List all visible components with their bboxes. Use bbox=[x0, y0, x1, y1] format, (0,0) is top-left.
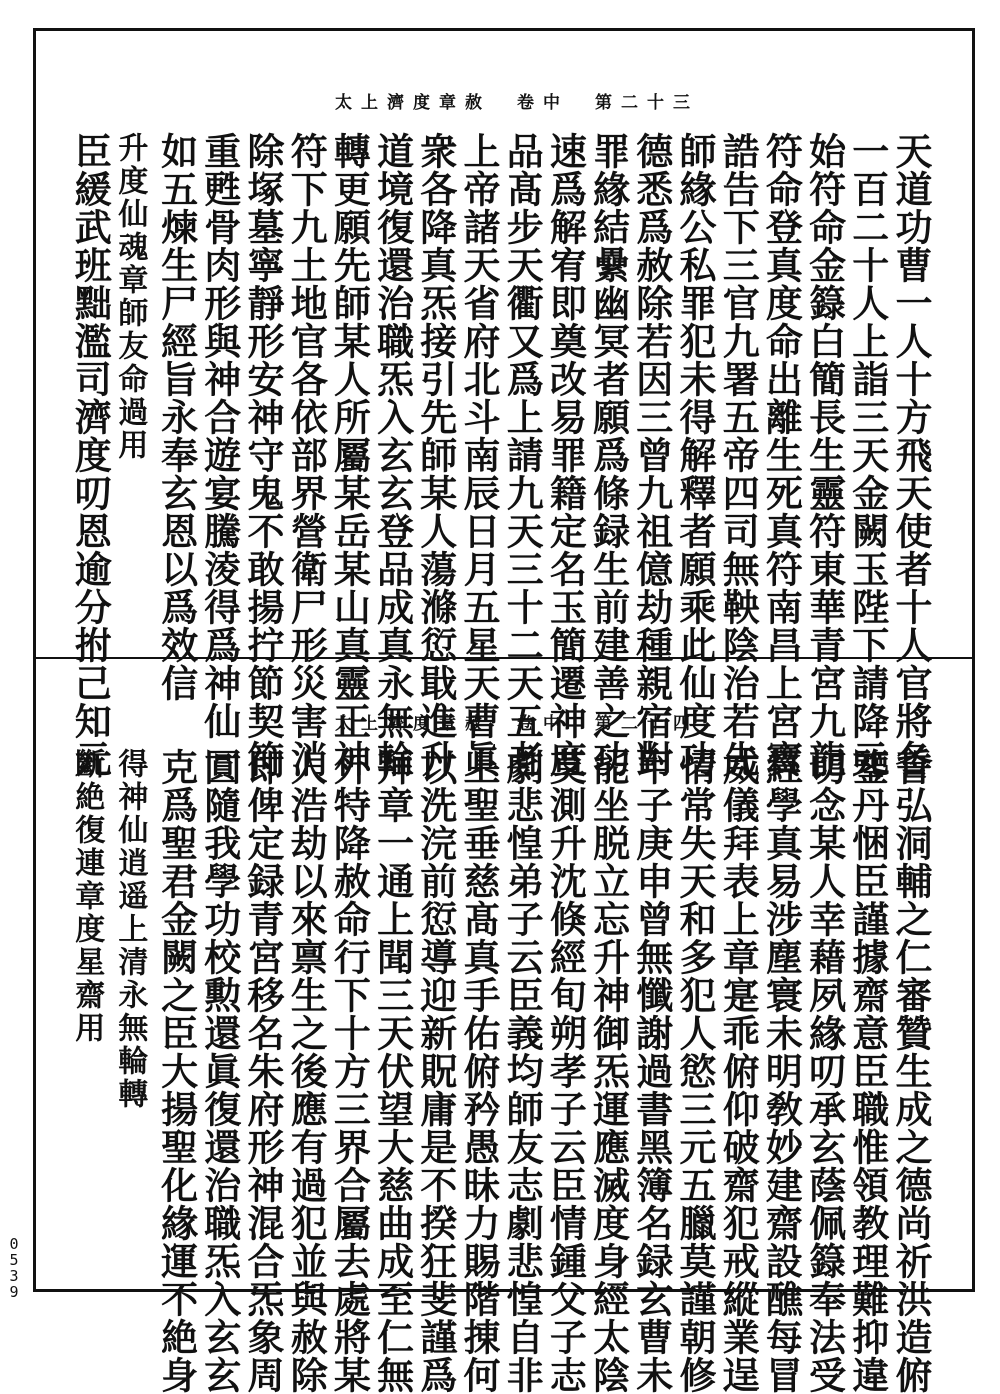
bottom-text-column: 即俾定録青宮移名朱府形神混合炁象周 bbox=[241, 748, 285, 1394]
bottom-text-column: 甲子庚申曾無懺謝過書黑簿名録玄曹未 bbox=[629, 748, 674, 1394]
bottom-text-column: 威儀拜表上章寔乖俯仰破齋犯戒縱業逞 bbox=[716, 748, 761, 1394]
bottom-text-column: 以洗浣前愆導迎新貺庸是不揆狂斐謹爲 bbox=[413, 748, 458, 1394]
bottom-text-column: 經學真易涉塵寰未明敎妙建齋設醮每冒 bbox=[759, 748, 804, 1394]
top-text-column: 臣緩武班黜濫司濟度叨恩逾分拊己知元 bbox=[68, 132, 113, 778]
page-number bbox=[4, 1236, 24, 1300]
top-text-column: 速爲解宥即奠改易罪籍定名玉簡遷神度 bbox=[543, 132, 588, 778]
bottom-text-column: 上聖垂慈髙真手佑俯矜愚昧力賜階㨂何 bbox=[457, 748, 501, 1394]
bottom-text-column: 情常失天和多犯人慾三元五臘莫謹朝修 bbox=[673, 748, 717, 1394]
bottom-text-column: 圓隨我學功校勲還眞復還治職炁入玄玄 bbox=[197, 748, 242, 1394]
bottom-text-column: 鑒丹悃臣謹據齋意臣職惟領教理難抑違 bbox=[845, 748, 890, 1394]
page-number-digit: 3 bbox=[9, 1267, 19, 1285]
bottom-text-column: 莫測升沈倏經旬朔孝子云臣情鍾父子志 bbox=[543, 748, 588, 1394]
top-text-column: 道境復還治職炁入玄玄登品成真永無輪 bbox=[370, 132, 415, 778]
top-text-column: 罪緣結纍幽冥者願爲條録生前建善之功 bbox=[586, 132, 631, 778]
top-text-column: 重甦骨肉形與神合遊宴騰淩得爲神仙一 bbox=[197, 132, 242, 778]
top-text-column: 升度仙魂章師友命過用 bbox=[112, 132, 148, 462]
bottom-text-column: 克爲聖君金闕之臣大揚聖化緣運不絶身 bbox=[154, 748, 199, 1394]
bottom-text-column: 斷絶復連章度星齋用 bbox=[69, 748, 105, 1045]
top-text-column: 一百二十人上詣三天金闕玉陛下請降元 bbox=[845, 132, 890, 778]
top-text-column: 始符命金籙白簡長生靈符東華青宮九龍 bbox=[802, 132, 847, 778]
top-text-column: 上帝諸天省府北斗南辰日月五星天曹眞 bbox=[457, 132, 501, 778]
bottom-text-column: 能坐脱立忘升神御炁運應滅度身經太陰 bbox=[586, 748, 631, 1394]
top-text-column: 衆各降真炁接引先師某人蕩滌愆戢進升 bbox=[413, 132, 458, 778]
top-text-column: 德悉爲赦除若因三曾九祖億劫種親宿對 bbox=[629, 132, 674, 778]
bottom-text-column: 拜章一通上聞三天伏望大慈曲成至仁無 bbox=[370, 748, 415, 1394]
top-text-column: 符下九土地官各依部界營衛尸形災害消 bbox=[284, 132, 329, 778]
top-text-column: 師緣公私罪犯未得解釋者願乘此仙度功 bbox=[673, 132, 717, 778]
bottom-text-column: 外特降赦命行下十方三界合屬去處將某 bbox=[327, 748, 372, 1394]
top-text-column: 天道功曹一人十方飛天使者十人官將各 bbox=[889, 132, 933, 778]
bottom-text-column: 得神仙逍遥上清永無輪轉 bbox=[112, 748, 148, 1111]
top-page-header: 太上濟度章赦 卷中 第二十三 bbox=[335, 93, 699, 113]
page-number-digit: 0 bbox=[9, 1235, 19, 1253]
page-number-digit: 9 bbox=[9, 1283, 19, 1301]
top-text-column: 如五煉生尸經旨永奉玄恩以爲效信 bbox=[154, 132, 199, 702]
top-text-column: 轉更願先師某人所屬某岳某山真靈正神 bbox=[327, 132, 372, 778]
bottom-page-header: 太上濟度章赦 卷中 第二十四 bbox=[335, 714, 699, 734]
top-text-column: 符命登真度命出離生死真符南昌上宮寶 bbox=[759, 132, 804, 778]
page-number-digit: 5 bbox=[9, 1251, 19, 1269]
bottom-text-column: 人浩劫以來禀生之後應有過犯並與赦除 bbox=[284, 748, 329, 1394]
top-text-column: 品髙步天衢又爲上請九天三十二天五老 bbox=[500, 132, 545, 778]
bottom-text-column: 劇悲惶弟子云臣義均師友志劇悲惶自非 bbox=[500, 748, 545, 1394]
bottom-text-column: 切念某人幸藉夙緣叨承玄蔭佩籙奉法受 bbox=[802, 748, 847, 1394]
top-text-column: 誥告下三官九署五帝四司無鞅陰治若先 bbox=[716, 132, 761, 778]
top-text-column: 除塚墓寧靜形安神守鬼不敢揚拧節契符 bbox=[241, 132, 285, 778]
bottom-text-column: 誓弘洞輔之仁審贊生成之德尚祈洪造俯 bbox=[889, 748, 933, 1394]
